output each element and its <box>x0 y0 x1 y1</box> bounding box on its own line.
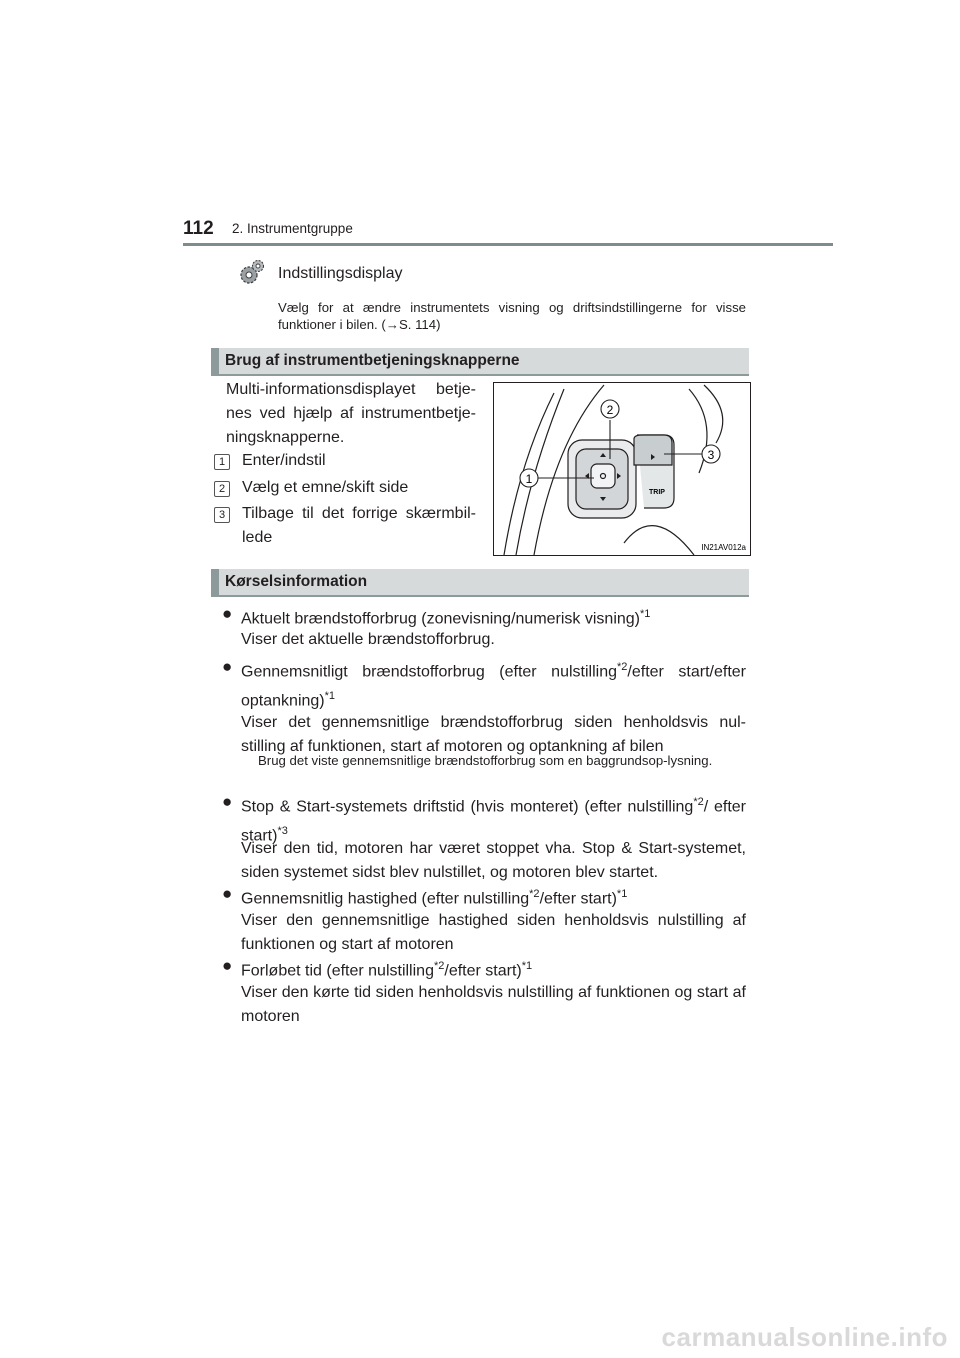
gear-icon <box>238 258 266 286</box>
bullet-heading-cont: /efter start) <box>444 962 522 980</box>
watermark: carmanualsonline.info <box>661 1322 948 1352</box>
bullet-body: Viser den tid, motoren har været stoppet vha. Stop & Start-systemet, siden systemet sidst blev nulstillet, og motoren blev startet. <box>241 840 746 881</box>
footnote-ref: *2 <box>433 960 445 972</box>
bullet-body: Viser den gennemsnitlige hastighed siden henholdsvis nulstilling af funktionen og start af motoren <box>241 912 746 953</box>
header-rule <box>183 243 833 246</box>
bullet-heading: Aktuelt brændstofforbrug (zonevisning/numerisk visning) <box>241 610 641 628</box>
bullet-body: Viser det gennemsnitlige brændstofforbrug siden henholdsvis nul-stilling af funktionen, start af motoren og optankning af bilen <box>241 714 746 755</box>
bullet-icon: ● <box>222 792 233 811</box>
footnote-ref: *1 <box>616 888 628 900</box>
section-header-driving-info <box>211 569 749 597</box>
item-number-badge: 3 <box>214 507 230 523</box>
trip-button-label: TRIP <box>649 489 665 496</box>
footnote-ref: *2 <box>617 661 628 673</box>
footnote-ref: *1 <box>640 608 651 620</box>
section-title: Kørselsinformation <box>225 573 368 590</box>
steering-wheel-buttons-illustration <box>493 382 751 556</box>
bullet-body: Viser den kørte tid siden henholdsvis nulstilling af funktionen og start af motoren <box>241 984 746 1025</box>
settings-display-title: Indstillingsdisplay <box>278 265 403 282</box>
callout-1: 1 <box>525 472 533 486</box>
page-number: 112 <box>183 218 214 239</box>
footnote-ref: *2 <box>529 888 540 900</box>
footnote-ref: *2 <box>693 796 704 808</box>
footnote-ref: *1 <box>324 690 336 703</box>
footnote-ref: *1 <box>521 960 533 972</box>
bullet-icon: ● <box>222 884 233 903</box>
bullet-heading: Gennemsnitlig hastighed (efter nulstilling <box>241 890 530 908</box>
item-text: Vælg et emne/skift side <box>242 479 409 496</box>
callout-3: 3 <box>707 448 715 462</box>
bullet-heading: Gennemsnitligt brændstofforbrug (efter nulstilling <box>241 663 617 681</box>
bullet-icon: ● <box>222 657 233 676</box>
item-text: Tilbage til det forrige skærmbil-lede <box>242 505 476 546</box>
bullet-body: Viser det aktuelle brændstofforbrug. <box>241 631 495 648</box>
chapter-title: 2. Instrumentgruppe <box>232 221 353 236</box>
item-number-badge: 2 <box>214 481 230 497</box>
section-intro: Multi-informationsdisplayet betje-nes ved hjælp af instrumentbetje-ningsknapperne. <box>226 381 476 446</box>
illustration-code: IN21AV012a <box>701 543 746 552</box>
settings-display-description: Vælg for at ændre instrumentets visning og driftsindstillingerne for visse funktioner i bilen. (→S. 114) <box>278 300 746 332</box>
bullet-icon: ● <box>222 604 233 623</box>
bullet-heading-cont: /efter start/efter optankning) <box>241 663 747 710</box>
callout-2: 2 <box>606 403 614 417</box>
section-header-buttons <box>211 348 749 376</box>
bullet-heading-cont: / efter start) <box>241 798 746 845</box>
bullet-heading: Stop & Start-systemets driftstid (hvis monteret) (efter nulstilling <box>241 798 694 816</box>
bullet-note: Brug det viste gennemsnitlige brændstofforbrug som en baggrundsop-lysning. <box>258 753 713 768</box>
footnote-ref: *3 <box>277 825 288 838</box>
bullet-heading-cont: /efter start) <box>539 890 617 908</box>
item-number-badge: 1 <box>214 454 230 470</box>
section-title: Brug af instrumentbetjeningsknapperne <box>225 352 520 369</box>
bullet-heading: Forløbet tid (efter nulstilling <box>241 962 434 980</box>
bullet-icon: ● <box>222 956 233 975</box>
item-text: Enter/indstil <box>242 452 326 469</box>
